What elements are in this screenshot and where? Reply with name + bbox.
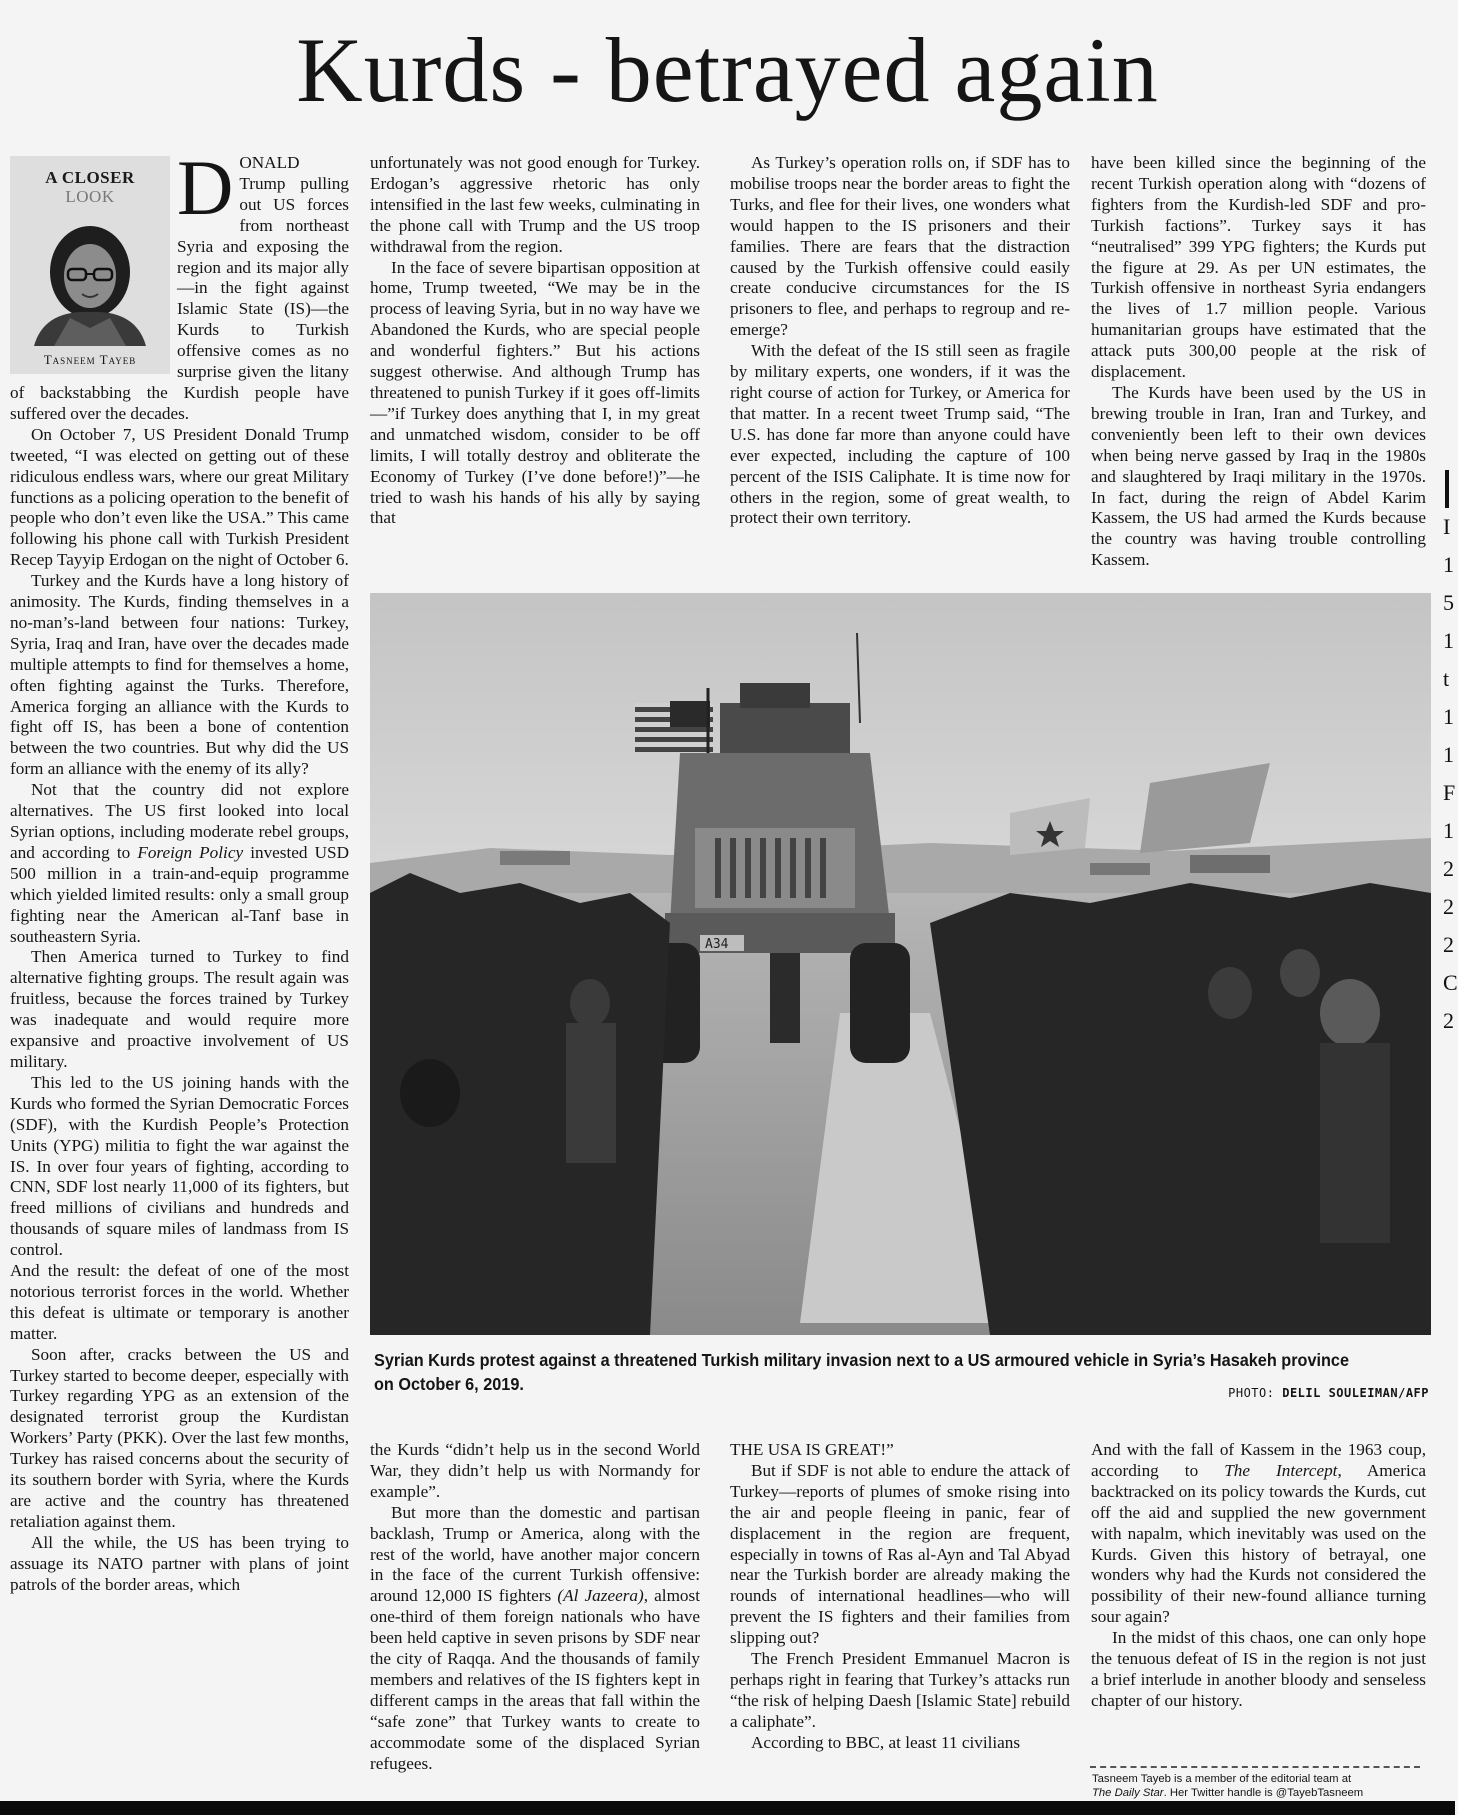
- column-box-spacer: [10, 153, 177, 381]
- edge-char: C: [1443, 970, 1458, 995]
- crowd-left: [370, 873, 670, 1335]
- paragraph: [370, 1503, 700, 1775]
- paragraph-text: Not that the country did not explore alternatives. The US first looked into local Syrian options, including moderate rebel groups, and according to: [10, 780, 349, 862]
- author-note-text: Tasneem Tayeb is a member of the editorial team at: [1092, 1773, 1352, 1785]
- edge-mark: [1445, 470, 1449, 508]
- author-note-publication: The Daily Star: [1092, 1787, 1164, 1799]
- news-photo: [370, 593, 1431, 1335]
- edge-char: 2: [1443, 856, 1454, 881]
- column-name-line2: LOOK: [65, 187, 115, 206]
- paragraph: [10, 780, 349, 947]
- paragraph: With the defeat of the IS still seen as fragile by military experts, one wonders, if it was the right course of action for Turkey, or America for that matter. In a recent tweet Trump said, “The U.S. has done far more than anyone could have ever expected, including the capture of 100 percent of the ISIS Caliphate. It is time now for others in the region, some of great wealth, to protect their own territory.: [730, 341, 1070, 528]
- edge-char: 1: [1443, 704, 1454, 729]
- paragraph-text: , almost one-third of them foreign nationals who have been held captive in seven prisons by SDF near the city of Raqqa. And the thousands of family members and relatives of the IS fighters kept in different camps in the areas that fall within the “safe zone” that Turkey wants to create to accommodate some of the displaced Syrian refugees.: [370, 1586, 700, 1773]
- paragraph-text: invested USD 500 million in a train-and-equip programme which yielded limited results: only a small group fighting near the American al-Tanf base in southeastern Syria.: [10, 842, 350, 946]
- article-column-2-top: [370, 153, 700, 529]
- paragraph: ONALD Trump pulling out US forces from northeast Syria and exposing the region and its major ally—in the fight against Islamic State (IS)—the Kurds to Turkish offensive comes as no surprise given the litany of backstabbing the Kurdish people have suffered over the decades.: [10, 153, 349, 423]
- photo-credit-label: PHOTO:: [1228, 1386, 1275, 1400]
- paragraph: According to BBC, at least 11 civilians: [751, 1732, 1021, 1752]
- crowd-right: [930, 883, 1431, 1335]
- paragraph: This led to the US joining hands with the Kurds who formed the Syrian Democratic Forces (SDF), with the Kurdish People’s Protection Units (YPG) militia to fight the war against the IS. In over four years of fighting, according to CNN, SDF lost nearly 11,000 of its fighters, but freed millions of civilians and hundreds and thousands of square miles of landmass from IS control.: [10, 1072, 349, 1260]
- edge-char: 2: [1443, 894, 1454, 919]
- edge-char: 1: [1443, 818, 1454, 843]
- paragraph: The Kurds have been used by the US in brewing trouble in Iran, Iran and Turkey, and conveniently been left to their own devices when being nerve gassed by Iraq in the 1980s and slaughtered by Iraqi military in the 1970s. In fact, during the reign of Abdel Karim Kassem, the US had armed the Kurds because the country was having trouble controlling Kassem.: [1091, 382, 1426, 570]
- paragraph: Then America turned to Turkey to find alternative fighting groups. The result again was fruitless, because the forces trained by Turkey was inadequate and would require more expansive and proactive involvement of US military.: [10, 947, 349, 1071]
- article-column-1: [10, 144, 350, 1803]
- edge-char: 2: [1443, 932, 1454, 957]
- edge-char: F: [1443, 780, 1456, 805]
- publication-name: The Intercept: [1224, 1460, 1338, 1480]
- paragraph: have been killed since the beginning of the recent Turkish operation along with “dozens of fighters from the Kurdish-led SDF and pro-Turkish factions”. Turkey says it has “neutralised” 399 YPG fighters; the Kurds put the figure at 29. As per UN estimates, the Turkish offensive in northeast Syria endangers the lives of 1.7 million people. Various humanitarian groups have estimated that the attack puts 300,00 people at the risk of displacement.: [1091, 153, 1426, 382]
- paragraph-text: But more than the domestic and partisan backlash, Trump or America, along with the rest of the world, have another major concern in the face of the current Turkish offensive: around 12,000 IS fighters: [370, 1502, 700, 1606]
- article-column-3-top: [730, 153, 1070, 529]
- author-note-text: . Her Twitter handle is @TayebTasneem: [1163, 1787, 1364, 1799]
- edge-char: 1: [1443, 742, 1454, 767]
- edge-char: 1: [1443, 552, 1454, 577]
- paragraph-text: And with the fall of Kassem in the 1963 coup, according to: [1091, 1440, 1426, 1480]
- paragraph: In the midst of this chaos, one can only hope the tenuous defeat of IS in the region is not just a brief interlude in another bloody and senseless chapter of our history.: [1091, 1628, 1426, 1710]
- article-column-2-bottom: [370, 1440, 700, 1775]
- paragraph: unfortunately was not good enough for Turkey. Erdogan’s aggressive rhetoric has only intensified in the last few weeks, culminating in the phone call with Trump and the US troop withdrawal from the region.: [370, 153, 700, 256]
- edge-char: 5: [1443, 590, 1454, 615]
- paragraph: Soon after, cracks between the US and Turkey started to become deeper, especially with Turkey regarding YPG as an extension of the designated terrorist group the Kurdistan Workers’ Party (PKK). Over the last few months, Turkey has raised concerns about the security of its southern border with Syria, where the Kurds are active and the country has threatened retaliation against them.: [10, 1344, 349, 1531]
- publication-name: Foreign Policy: [137, 842, 244, 862]
- article-column-4-top: [1091, 153, 1426, 571]
- paragraph: Turkey and the Kurds have a long history of animosity. The Kurds, finding themselves in a no-man’s-land between four nations: Turkey, Syria, Iraq and Iran, have over the decades made multiple attempts to find for themselves a home, often fighting against the Turks. Therefore, America forging an alliance with the Kurds to fight off IS, has been a bone of contention between the two countries. But why did the US form an alliance with the enemy of its ally?: [10, 571, 349, 779]
- paragraph: the Kurds “didn’t help us in the second World War, they didn’t help us with Normandy for example”.: [370, 1440, 700, 1501]
- photo-caption: Syrian Kurds protest against a threatened Turkish military invasion next to a US armoured vehicle in Syria’s Hasakeh province on October 6, 2019.: [374, 1350, 1349, 1394]
- author-note-divider: [1090, 1766, 1420, 1768]
- paragraph: But if SDF is not able to endure the attack of Turkey—reports of plumes of smoke rising into the air and people fleeing in panic, fear of displacement in the region are frequent, especially in towns of Ras al-Ayn and Tal Abyad near the Turkish border are already making the rounds of international headlines—who will prevent the IS fighters and their families from slipping out?: [730, 1460, 1070, 1648]
- page-bottom-bar: [0, 1801, 1455, 1815]
- edge-char: t: [1443, 666, 1450, 691]
- dropcap-letter: D: [177, 144, 234, 231]
- author-note: [1092, 1772, 1432, 1800]
- paragraph-text: , America backtracked on its policy towards the Kurds, cut off the aid and supplied the new government with napalm, which inevitably was used on the Kurds. Given this history of betrayal, one wonders why had the Kurds not considered the possibility of their new-found alliance turning sour again?: [1091, 1460, 1426, 1627]
- paragraph: And the result: the defeat of one of the most notorious terrorist forces in the world. Whether this defeat is ultimate or temporary is another matter.: [10, 1261, 349, 1343]
- paragraph: [1091, 1440, 1426, 1628]
- edge-char: 1: [1443, 628, 1454, 653]
- photo-credit-name: DELIL SOULEIMAN/AFP: [1282, 1386, 1429, 1400]
- paragraph: In the face of severe bipartisan opposition at home, Trump tweeted, “We may be in the process of leaving Syria, but in no way have we Abandoned the Kurds, who are special people and wonderful fighters.” But his actions suggest otherwise. And although Trump has threatened to punish Turkey if it goes off-limits—”if Turkey does anything that I, in my great and unmatched wisdom, consider to be off limits, I will totally destroy and obliterate the Economy of Turkey (I’ve done before!)”—he tried to wash his hands of his ally by saying that: [370, 257, 700, 528]
- paragraph: On October 7, US President Donald Trump tweeted, “I was elected on getting out of these ridiculous endless wars, where our great Military functions as a policing operation to the benefit of people who don’t even like the USA.” This came following his phone call with Turkish President Recep Tayyip Erdogan on the night of October 6.: [10, 424, 349, 570]
- column-name-line1: A CLOSER: [45, 168, 135, 187]
- headline: Kurds - betrayed again: [296, 19, 1159, 121]
- edge-char: I: [1443, 514, 1451, 539]
- article-column-3-bottom: [730, 1440, 1070, 1754]
- article-column-4-bottom: [1091, 1440, 1426, 1712]
- vehicle-plate: A34: [705, 937, 729, 952]
- paragraph: The French President Emmanuel Macron is perhaps right in fearing that Turkey’s attacks run “the risk of helping Daesh [Islamic State] rebuild a caliphate”.: [730, 1649, 1070, 1731]
- photo-credit: [1228, 1386, 1429, 1400]
- author-byline: Tasneem Tayeb: [43, 352, 137, 367]
- paragraph: As Turkey’s operation rolls on, if SDF has to mobilise troops near the border areas to fight the Turks, and flee for their lives, one wonders what would happen to the IS prisoners and their families. There are fears that the distraction caused by the Turkish offensive could easily create conducive circumstances for the IS prisoners to flee, and perhaps to regroup and re-emerge?: [730, 153, 1070, 340]
- paragraph: All the while, the US has been trying to assuage its NATO partner with plans of joint patrols of the border areas, which: [10, 1532, 349, 1594]
- paragraph: THE USA IS GREAT!”: [730, 1440, 894, 1459]
- source-name: (Al Jazeera): [557, 1586, 644, 1606]
- adjacent-page-fragment: [1441, 470, 1458, 1033]
- edge-char: 2: [1443, 1008, 1454, 1033]
